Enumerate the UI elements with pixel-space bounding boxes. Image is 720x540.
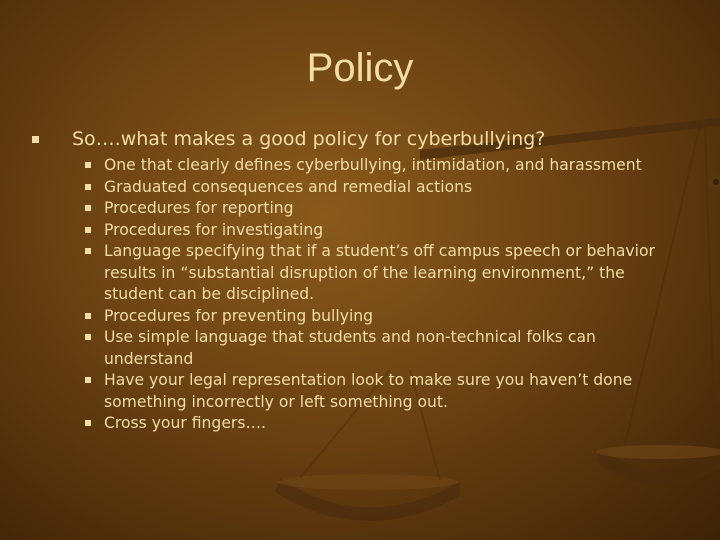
sub-bullet-text: Procedures for investigating [104,220,324,239]
sub-bullet-list [85,155,675,435]
sub-bullet [85,177,675,199]
square-bullet-icon [85,227,91,233]
sub-bullet [85,198,675,220]
slide-title: Policy [306,46,414,90]
sub-bullet-text: Graduated consequences and remedial actions [104,177,473,196]
square-bullet-icon [85,377,91,383]
sub-bullet-text: Have your legal representation look to make sure you haven’t done something incorrectly or left something out. [104,371,633,411]
sub-bullet [85,155,675,177]
sub-bullet [85,306,675,328]
main-bullet-text: So….what makes a good policy for cyberbullying? [72,128,546,150]
sub-bullet-text: One that clearly defines cyberbullying, intimidation, and harassment [104,156,642,174]
square-bullet-icon [85,205,91,211]
sub-bullet [85,370,675,413]
square-bullet-icon [85,334,91,340]
sub-bullet-text: Language specifying that if a student’s off campus speech or behavior results in “substantial disruption of the learning environment,” the student can be disciplined. [104,242,655,303]
sub-bullet [85,220,675,242]
square-bullet-icon [32,136,39,143]
sub-bullet [85,327,675,370]
sub-bullet [85,241,675,306]
square-bullet-icon [85,420,91,426]
square-bullet-icon [85,184,91,190]
sub-bullet-text: Procedures for preventing bullying [104,306,374,325]
sub-bullet-text: Procedures for reporting [104,199,294,217]
square-bullet-icon [85,248,91,254]
square-bullet-icon [85,162,91,168]
sub-bullet [85,413,675,435]
sub-bullet-text: Use simple language that students and non-technical folks can understand [104,328,596,368]
square-bullet-icon [85,313,91,319]
sub-bullet-text: Cross your fingers…. [104,414,267,432]
